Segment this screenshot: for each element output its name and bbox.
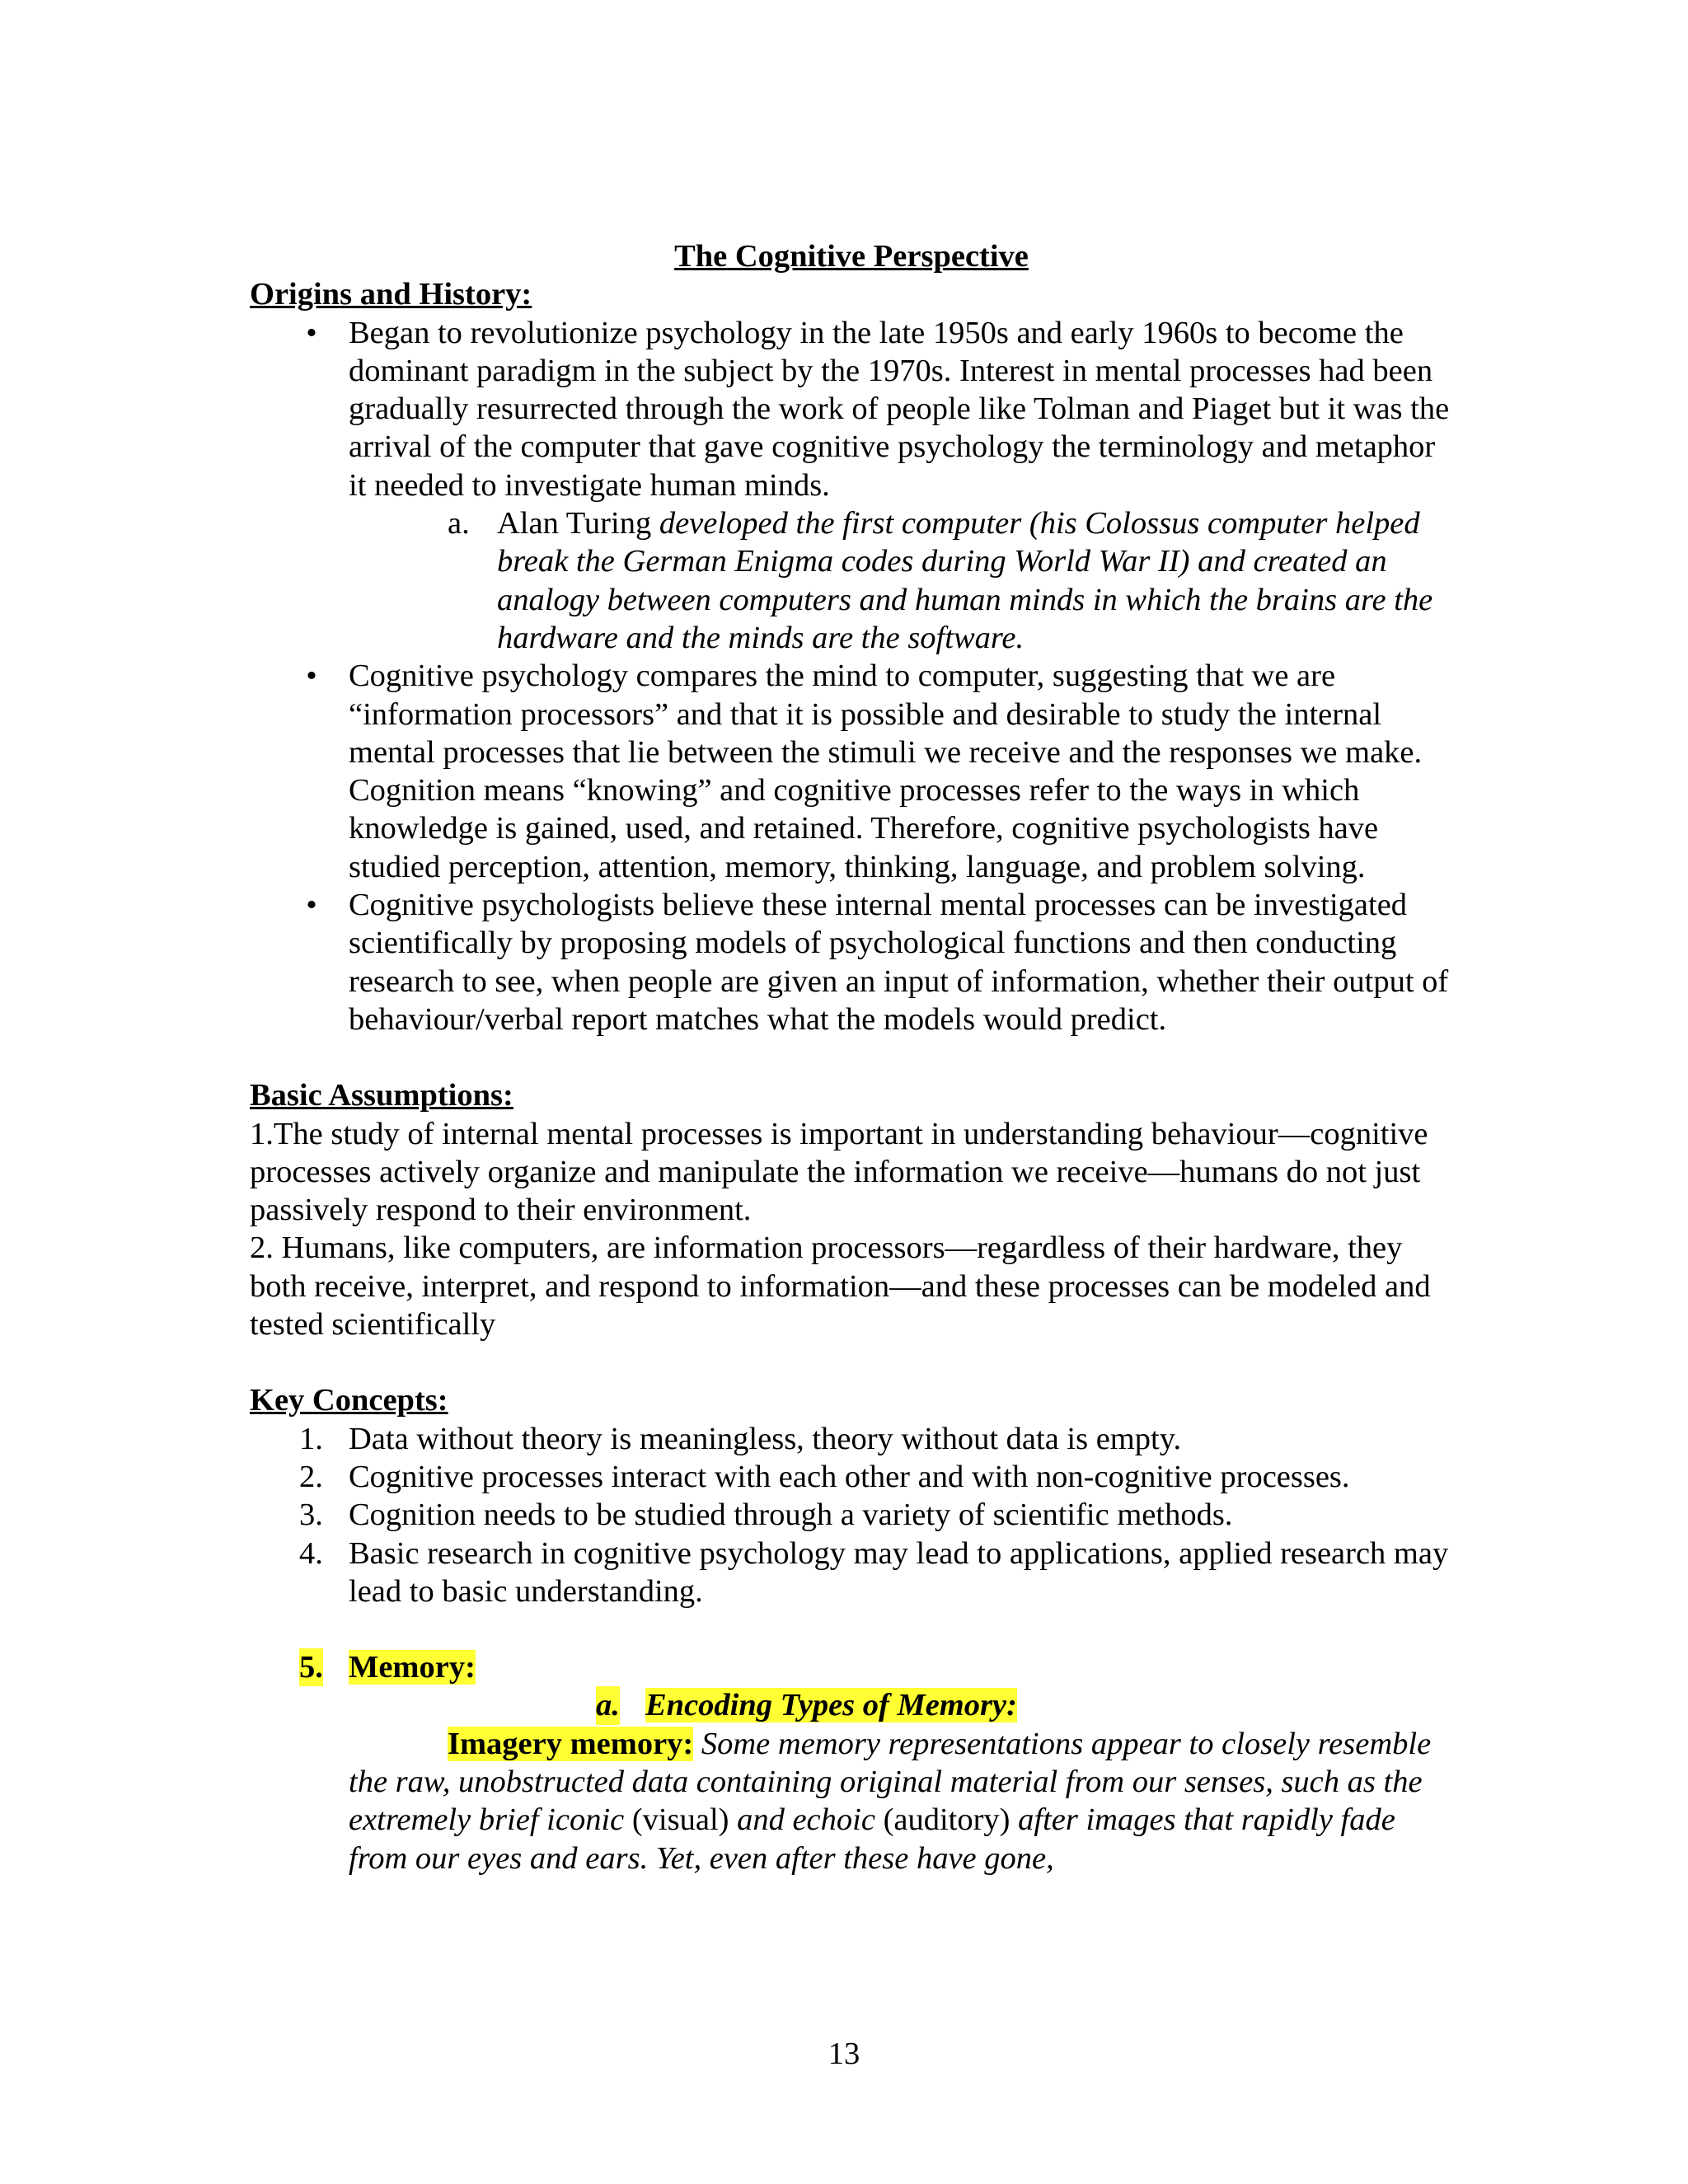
spacer bbox=[250, 1343, 1453, 1381]
bullet-icon: • bbox=[306, 658, 317, 694]
turing-text: developed the first computer (his Colossus computer helped break the German Enigma codes during World War II) and created an analogy between computers and human minds in which the brains are the hardware and the minds are the software. bbox=[497, 506, 1433, 655]
bullet-icon: • bbox=[306, 888, 317, 923]
document-body bbox=[250, 237, 1453, 1877]
concept-text: Cognition needs to be studied through a variety of scientific methods. bbox=[349, 1497, 1233, 1533]
concept-marker: 4. bbox=[299, 1535, 323, 1571]
concept-text: Cognitive processes interact with each other and with non-cognitive processes. bbox=[349, 1459, 1350, 1494]
assumptions-heading: Basic Assumptions: bbox=[250, 1078, 513, 1113]
concept-item bbox=[250, 1496, 1453, 1534]
assumption-1: 1.The study of internal mental processes is important in understanding behaviour—cognitive processes actively organize and manipulate the information we receive—humans do not just passively respond to their environment. bbox=[250, 1116, 1428, 1228]
imagery-label: Imagery memory: bbox=[448, 1726, 694, 1761]
imagery-text-3: and echoic bbox=[729, 1802, 875, 1838]
spacer bbox=[250, 1038, 1453, 1076]
imagery-text-4: (auditory) bbox=[874, 1802, 1010, 1838]
encoding-marker: a. bbox=[596, 1686, 620, 1724]
concept-item bbox=[250, 1535, 1453, 1611]
origins-bullet-2-text: Cognitive psychology compares the mind to computer, suggesting that we are “information processors” and that it is possible and desirable to study the internal mental processes that lie between the stimuli we receive and the responses we make. Cognition means “knowing” and cognitive processes refer to the ways in which knowledge is gained, used, and retained. Therefore, cognitive psychologists have studied perception, attention, memory, thinking, language, and problem solving. bbox=[349, 658, 1423, 884]
concept-marker: 2. bbox=[299, 1459, 323, 1494]
concept-text: Basic research in cognitive psychology may lead to applications, applied research may lead to basic understanding. bbox=[349, 1535, 1449, 1609]
memory-marker: 5. bbox=[299, 1648, 323, 1686]
concept-item bbox=[250, 1420, 1453, 1458]
origins-bullet-2 bbox=[250, 657, 1453, 886]
origins-bullet-1-text: Began to revolutionize psychology in the late 1950s and early 1960s to become the dominant paradigm in the subject by the 1970s. Interest in mental processes had been gradually resurrected through the work of people like Tolman and Piaget but it was the arrival of the computer that gave cognitive psychology the terminology and metaphor it needed to investigate human minds. bbox=[349, 315, 1450, 503]
concepts-heading: Key Concepts: bbox=[250, 1383, 448, 1418]
imagery-text-1: Some memory representations appear to closely resemble the raw, unobstructed data containing original material from our senses, such as the extremely brief iconic bbox=[349, 1726, 1432, 1838]
encoding-label: Encoding Types of Memory: bbox=[645, 1688, 1017, 1723]
encoding-subheading bbox=[250, 1686, 1453, 1724]
concept-marker: 3. bbox=[299, 1497, 323, 1533]
concept-text: Data without theory is meaningless, theory without data is empty. bbox=[349, 1421, 1182, 1456]
sub-item-marker: a. bbox=[448, 506, 470, 541]
imagery-paragraph bbox=[250, 1725, 1453, 1877]
concept-marker: 1. bbox=[299, 1421, 323, 1456]
page-number: 13 bbox=[828, 2036, 860, 2071]
imagery-text-2: (visual) bbox=[624, 1802, 729, 1838]
origins-bullet-1 bbox=[250, 314, 1453, 504]
concepts-list bbox=[250, 1420, 1453, 1610]
turing-name: Alan Turing bbox=[497, 506, 659, 541]
imagery-text-5: after images that rapidly fade from our eyes and ears. Yet, even after these have gone, bbox=[349, 1802, 1395, 1876]
concept-item bbox=[250, 1458, 1453, 1496]
memory-label: Memory: bbox=[349, 1650, 476, 1685]
bullet-icon: • bbox=[306, 315, 317, 350]
origins-heading: Origins and History: bbox=[250, 277, 532, 312]
origins-bullet-3 bbox=[250, 886, 1453, 1038]
document-title: The Cognitive Perspective bbox=[674, 239, 1029, 274]
spacer bbox=[250, 1610, 1453, 1648]
origins-sub-item-a bbox=[250, 504, 1453, 657]
origins-bullet-3-text: Cognitive psychologists believe these internal mental processes can be investigated scientifically by proposing models of psychological functions and then conducting research to see, when people are given an input of information, whether their output of behaviour/verbal report matches what the models would predict. bbox=[349, 888, 1449, 1037]
memory-item bbox=[250, 1648, 1453, 1686]
origins-list bbox=[250, 314, 1453, 1039]
assumption-2: 2. Humans, like computers, are information processors—regardless of their hardware, they both receive, interpret, and respond to information—and these processes can be modeled and tested scientifically bbox=[250, 1230, 1431, 1343]
